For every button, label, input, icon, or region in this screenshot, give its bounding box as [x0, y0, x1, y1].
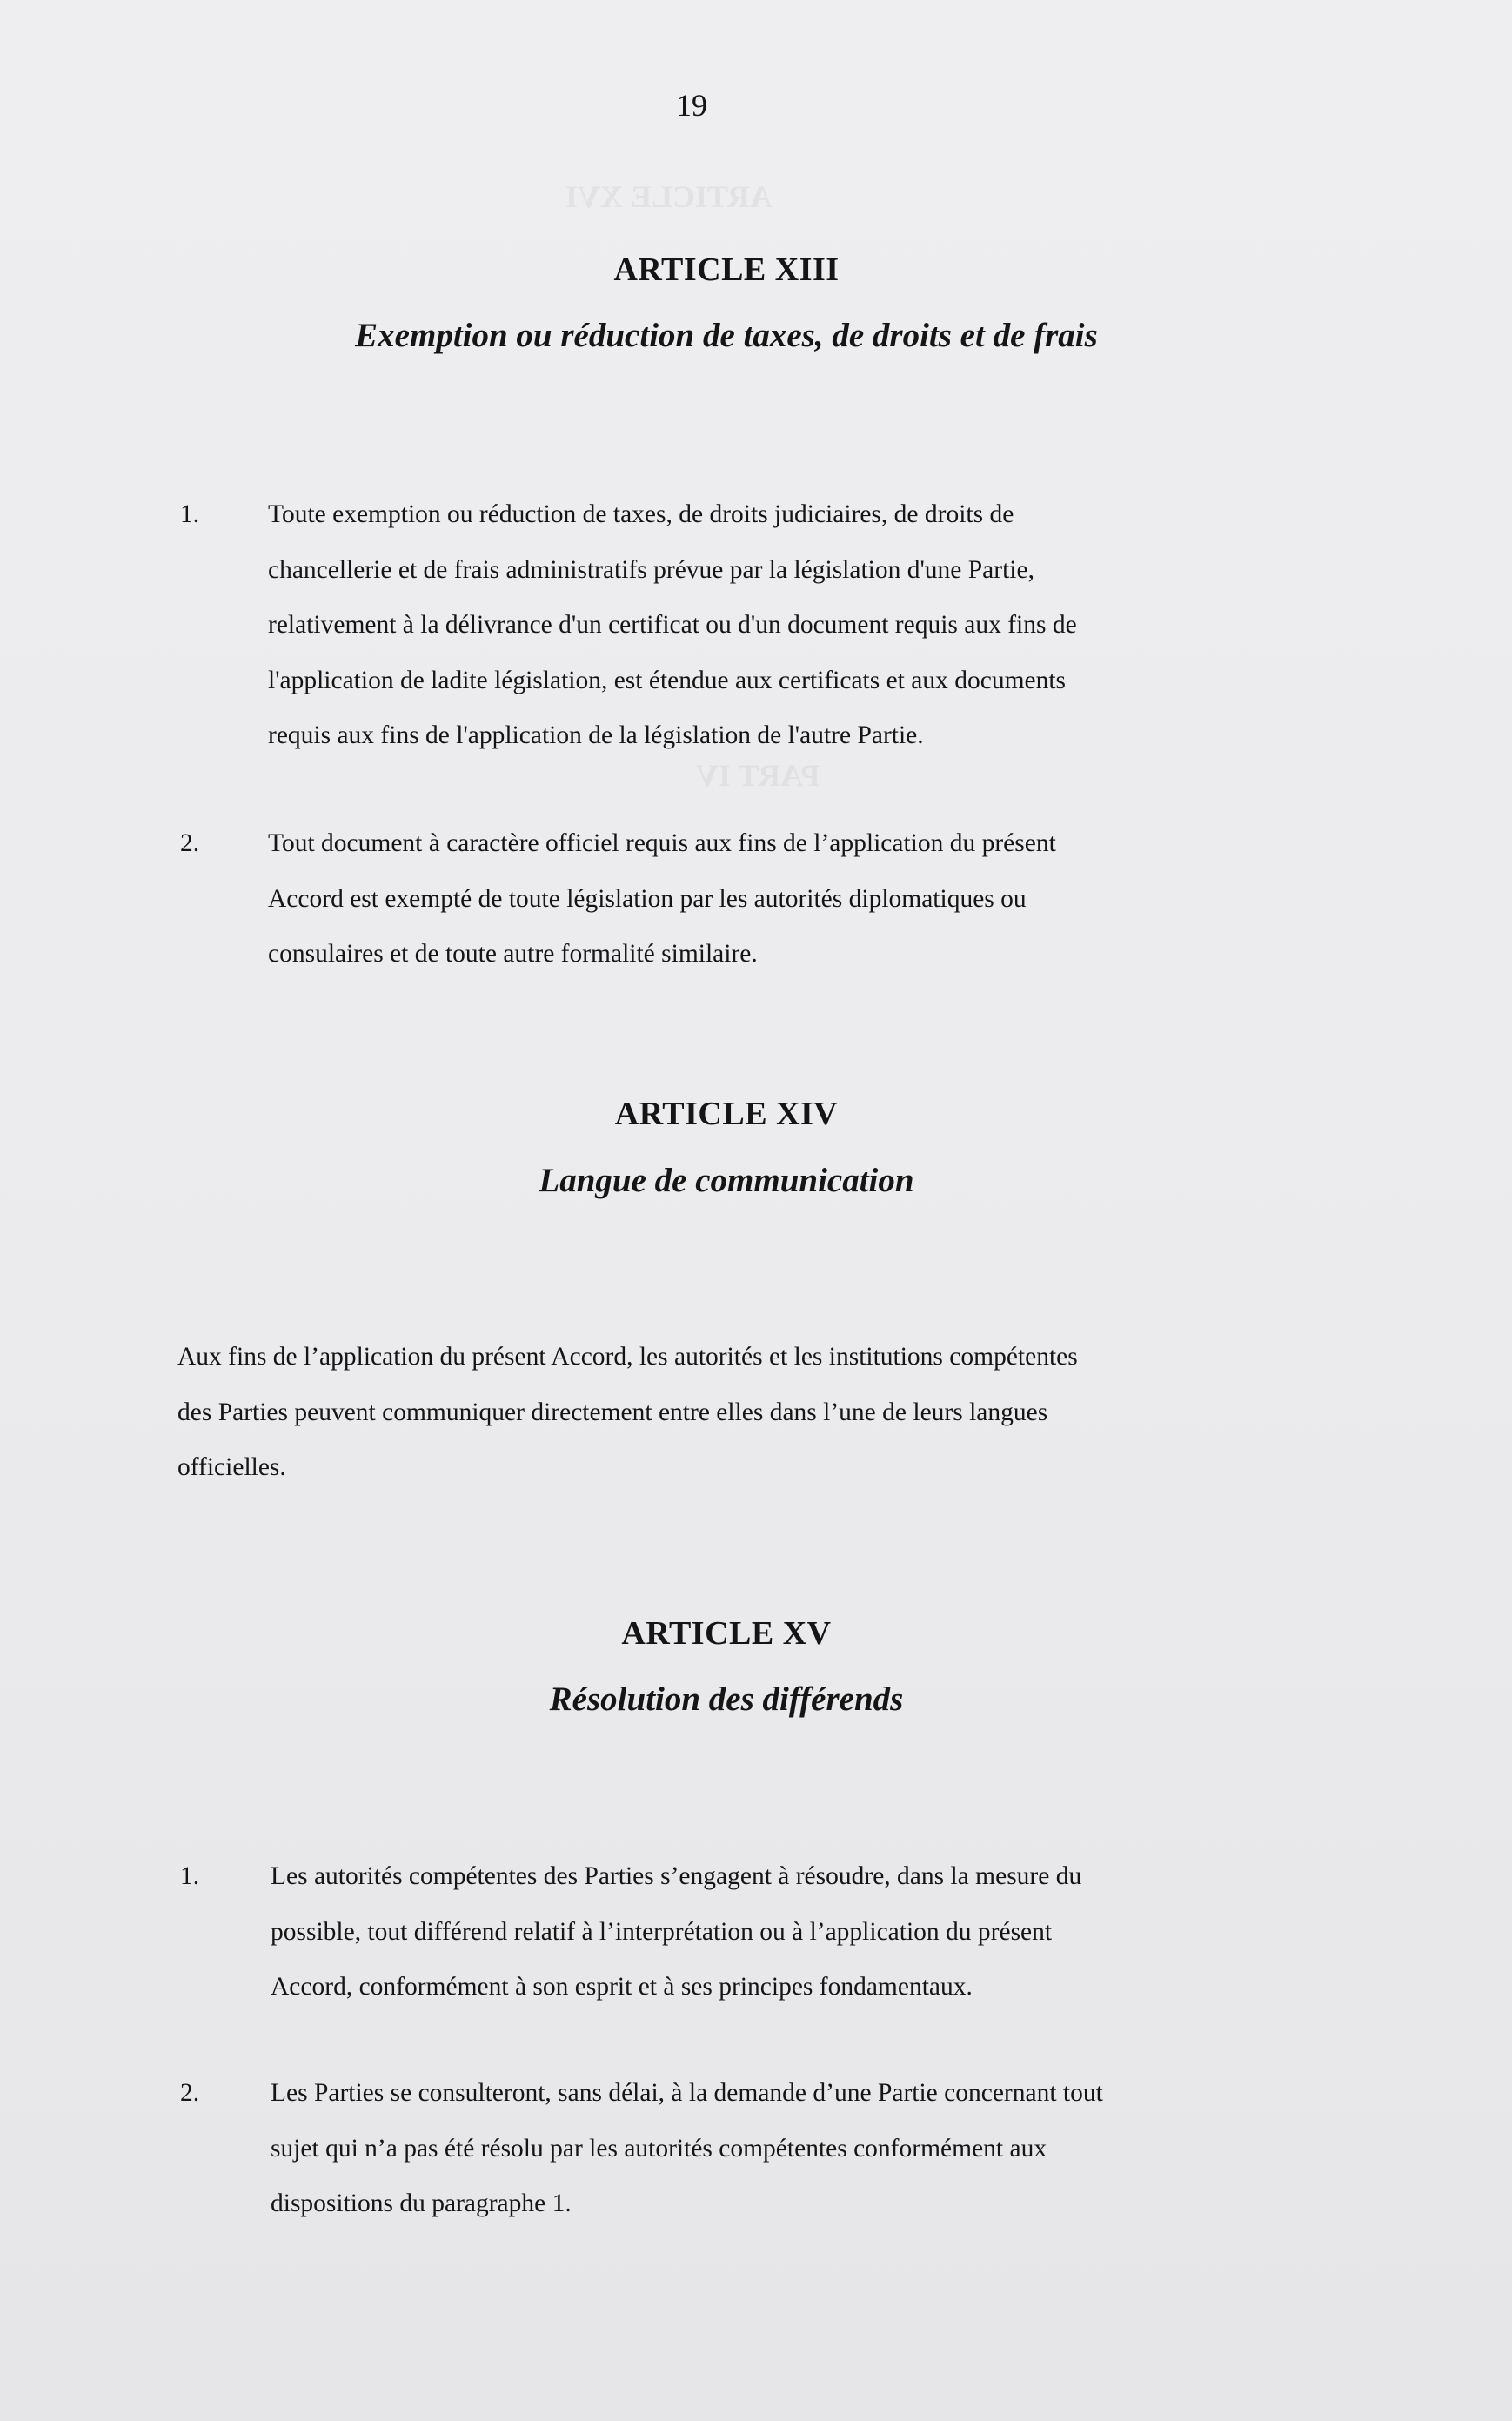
text-line: Les autorités compétentes des Parties s’engagent à résoudre, dans la mesure du: [271, 1862, 1082, 1890]
article-13-para-2: [268, 816, 1295, 982]
text-line: des Parties peuvent communiquer directement entre elles dans l’une de leurs langues: [177, 1398, 1048, 1426]
text-line: requis aux fins de l'application de la législation de l'autre Partie.: [268, 721, 924, 749]
article-15-para-1-number: 1.: [180, 1862, 200, 1890]
bleed-through-heading: ARTICLE XVI: [565, 179, 773, 214]
article-15-para-2: [271, 2066, 1297, 2232]
article-13-heading: ARTICLE XIII: [613, 251, 840, 288]
article-13-para-2-number: 2.: [180, 829, 200, 857]
article-14-text: [177, 1330, 1343, 1496]
text-line: Accord est exempté de toute législation par les autorités diplomatiques ou: [268, 884, 1027, 913]
article-15-subtitle: Résolution des différends: [549, 1680, 904, 1718]
page-number: 19: [676, 88, 707, 123]
text-line: Aux fins de l’application du présent Accord, les autorités et les institutions compétentes: [177, 1343, 1078, 1371]
text-line: Tout document à caractère officiel requis aux fins de l’application du présent: [268, 829, 1056, 857]
text-line: l'application de ladite législation, est étendue aux certificats et aux documents: [268, 666, 1067, 694]
text-line: officielles.: [177, 1453, 286, 1481]
article-15-para-2-number: 2.: [180, 2079, 200, 2107]
text-line: Accord, conformément à son esprit et à ses principes fondamentaux.: [271, 1973, 973, 2001]
text-line: Toute exemption ou réduction de taxes, de droits judiciaires, de droits de: [268, 500, 1014, 528]
article-13-para-1-number: 1.: [180, 500, 200, 528]
article-14-subtitle: Langue de communication: [539, 1162, 914, 1199]
text-line: dispositions du paragraphe 1.: [271, 2190, 572, 2217]
article-13-subtitle: Exemption ou réduction de taxes, de droits et de frais: [355, 317, 1098, 354]
text-line: sujet qui n’a pas été résolu par les autorités compétentes conformément aux: [271, 2134, 1047, 2163]
text-line: Les Parties se consulteront, sans délai, à la demande d’une Partie concernant tout: [271, 2079, 1103, 2107]
article-13-para-1: [268, 487, 1295, 764]
text-line: consulaires et de toute autre formalité similaire.: [268, 940, 758, 968]
text-line: relativement à la délivrance d'un certificat ou d'un document requis aux fins de: [268, 611, 1077, 639]
bleed-through-block: PART IV: [696, 758, 820, 793]
article-15-para-1: [271, 1849, 1297, 2015]
article-14-heading: ARTICLE XIV: [614, 1096, 839, 1132]
article-15-heading: ARTICLE XV: [621, 1615, 832, 1652]
text-line: chancellerie et de frais administratifs prévue par la législation d'une Partie,: [268, 555, 1034, 584]
text-line: possible, tout différend relatif à l’interprétation ou à l’application du présent: [271, 1917, 1053, 1946]
